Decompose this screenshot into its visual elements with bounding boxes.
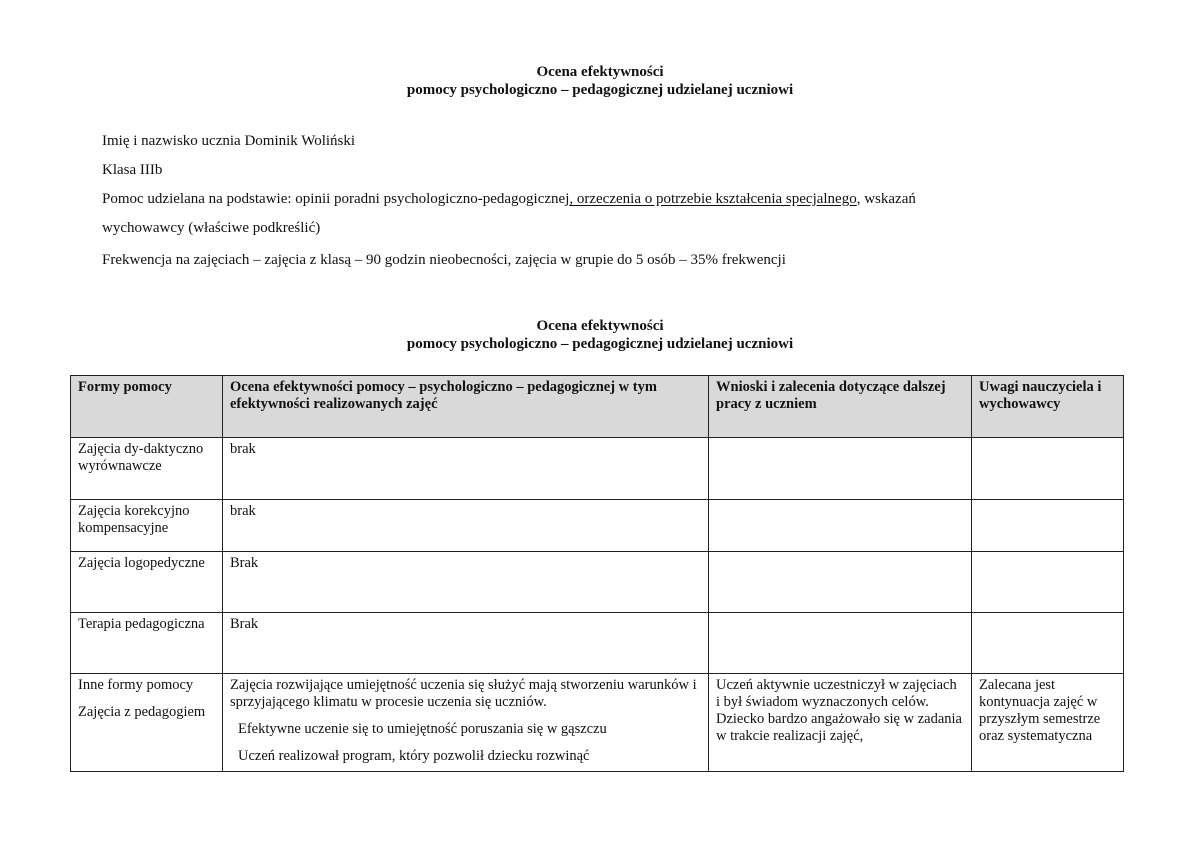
- table-row: [71, 613, 1124, 674]
- evaluation-cell: brak: [223, 438, 709, 500]
- table-header-row: [71, 376, 1124, 438]
- evaluation-cell: Brak: [223, 613, 709, 674]
- remarks-cell: [972, 613, 1124, 674]
- table-row: [71, 674, 1124, 772]
- basis-prefix: Pomoc udzielana na podstawie: opinii poradni psychologiczno-pedagogicznej: [102, 191, 570, 207]
- evaluation-cell: Brak: [223, 552, 709, 613]
- support-basis: [102, 190, 1062, 237]
- remarks-cell: Zalecana jest kontynuacja zajęć w przyszłym semestrze oraz systematyczna: [972, 674, 1124, 772]
- form-cell: [71, 674, 223, 772]
- basis-underlined: , orzeczenia o potrzebie kształcenia specjalnego: [569, 191, 857, 207]
- attendance-line: Frekwencja na zajęciach – zajęcia z klasą – 90 godzin nieobecności, zajęcia w grupie do 5 osób – 35% frekwencji: [102, 252, 786, 268]
- conclusions-cell: [709, 613, 972, 674]
- remarks-cell: [972, 500, 1124, 552]
- form-cell: Zajęcia korekcyjno kompensacyjne: [71, 500, 223, 552]
- evaluation-table: [70, 375, 1124, 772]
- table-row: [71, 552, 1124, 613]
- evaluation-cell: [223, 674, 709, 772]
- evaluation-paragraph-3: Uczeń realizował program, który pozwolił dziecku rozwinąć: [238, 748, 590, 764]
- student-name-line: Imię i nazwisko ucznia Dominik Woliński: [102, 133, 356, 149]
- title-line-2: pomocy psychologiczno – pedagogicznej udzielanej uczniowi: [406, 82, 794, 98]
- document-title: [0, 63, 1200, 99]
- evaluation-paragraph-1: Zajęcia rozwijające umiejętność uczenia się służyć mają stworzeniu warunków i sprzyjającego klimatu w procesie uczenia się uczniów.: [230, 677, 697, 710]
- basis-suffix: , wskazań: [856, 191, 916, 207]
- table-title-line-2: pomocy psychologiczno – pedagogicznej udzielanej uczniowi: [406, 336, 794, 352]
- student-class-line: Klasa IIIb: [102, 162, 163, 178]
- table-title-line-1: Ocena efektywności: [536, 318, 664, 334]
- conclusions-cell: Uczeń aktywnie uczestniczył w zajęciach i był świadom wyznaczonych celów. Dziecko bardzo angażowało się w zadania w trakcie realizacji zajęć,: [709, 674, 972, 772]
- header-conclusions: Wnioski i zalecenia dotyczące dalszej pracy z uczniem: [709, 376, 972, 438]
- basis-line-2: wychowawcy (właściwe podkreślić): [102, 220, 321, 236]
- remarks-cell: [972, 438, 1124, 500]
- table-row: [71, 438, 1124, 500]
- conclusions-cell: [709, 438, 972, 500]
- form-cell: Zajęcia dy-daktyczno wyrównawcze: [71, 438, 223, 500]
- title-line-1: Ocena efektywności: [536, 64, 664, 80]
- form-cell: Zajęcia logopedyczne: [71, 552, 223, 613]
- remarks-cell: [972, 552, 1124, 613]
- header-evaluation: Ocena efektywności pomocy – psychologiczno – pedagogicznej w tym efektywności realizowanych zajęć: [223, 376, 709, 438]
- evaluation-paragraph-2: Efektywne uczenie się to umiejętność poruszania się w gąszczu: [238, 721, 607, 737]
- form-pedagogue: Zajęcia z pedagogiem: [78, 704, 206, 720]
- table-title: [0, 317, 1200, 353]
- form-other: Inne formy pomocy: [78, 677, 194, 693]
- form-cell: Terapia pedagogiczna: [71, 613, 223, 674]
- table-row: [71, 500, 1124, 552]
- conclusions-cell: [709, 500, 972, 552]
- header-forms: Formy pomocy: [71, 376, 223, 438]
- evaluation-cell: brak: [223, 500, 709, 552]
- conclusions-cell: [709, 552, 972, 613]
- header-remarks: Uwagi nauczyciela i wychowawcy: [972, 376, 1124, 438]
